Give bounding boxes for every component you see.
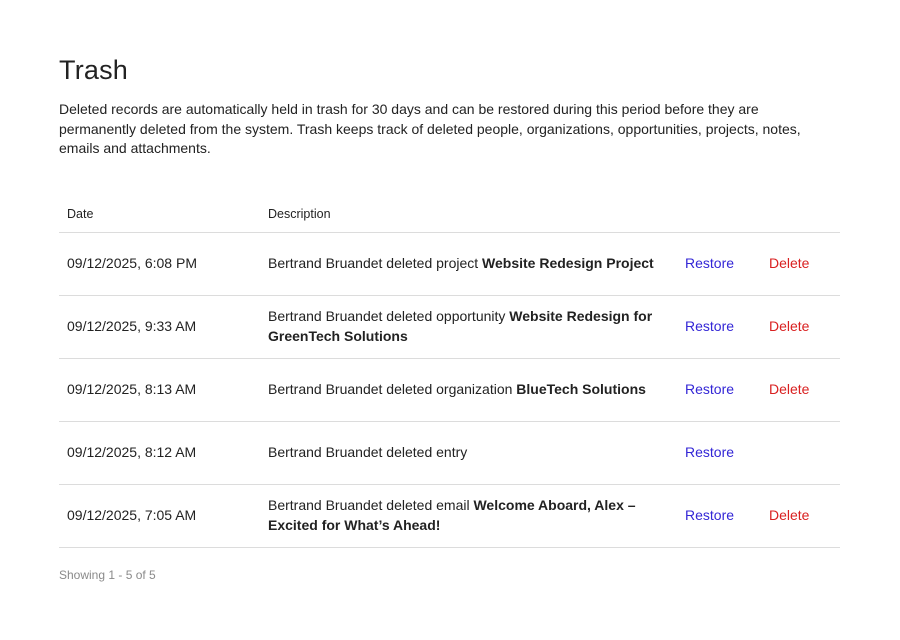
table-row <box>59 295 840 358</box>
deleted-item-name: Website Redesign Project <box>482 254 654 271</box>
deleted-item-name: Welcome Aboard, Alex – Excited for What’s Ahead! <box>268 497 636 533</box>
row-date: 09/12/2025, 9:33 AM <box>59 295 260 358</box>
table-row <box>59 421 840 484</box>
description-text: Bertrand Bruandet deleted project <box>268 254 483 271</box>
page-title: Trash <box>59 55 129 85</box>
column-header-date: Date <box>59 196 260 233</box>
restore-button[interactable]: Restore <box>685 317 735 334</box>
row-date: 09/12/2025, 7:05 AM <box>59 484 260 547</box>
row-date: 09/12/2025, 8:13 AM <box>59 358 260 421</box>
page-description: Deleted records are automatically held in trash for 30 days and can be restored during this period before they are permanently deleted from the system. Trash keeps track of deleted people, organizations, opportunities, projects, notes, emails and attachments. <box>59 101 801 156</box>
column-header-description: Description <box>260 196 677 233</box>
delete-button[interactable]: Delete <box>769 317 810 334</box>
delete-button[interactable]: Delete <box>769 506 810 523</box>
deleted-item-name: Website Redesign for GreenTech Solutions <box>268 308 653 344</box>
row-description <box>260 421 677 484</box>
table-header-row <box>59 196 840 233</box>
row-description <box>260 295 677 358</box>
description-text: Bertrand Bruandet deleted email <box>268 497 474 513</box>
row-date: 09/12/2025, 8:12 AM <box>59 421 260 484</box>
restore-button[interactable]: Restore <box>685 443 735 460</box>
trash-table <box>59 196 840 548</box>
pagination-status: Showing 1 - 5 of 5 <box>59 567 156 582</box>
delete-button[interactable]: Delete <box>769 254 810 271</box>
empty-action-cell <box>761 421 840 484</box>
deleted-item-name: BlueTech Solutions <box>516 380 646 397</box>
restore-button[interactable]: Restore <box>685 380 735 397</box>
description-text: Bertrand Bruandet deleted organization <box>268 380 517 397</box>
description-text: Bertrand Bruandet deleted opportunity <box>268 308 510 324</box>
column-header-restore <box>677 196 761 233</box>
delete-button[interactable]: Delete <box>769 380 810 397</box>
table-row <box>59 358 840 421</box>
table-row <box>59 232 840 295</box>
description-text: Bertrand Bruandet deleted entry <box>268 443 468 460</box>
row-date: 09/12/2025, 6:08 PM <box>59 232 260 295</box>
column-header-delete <box>761 196 840 233</box>
row-description <box>260 484 677 547</box>
restore-button[interactable]: Restore <box>685 254 735 271</box>
restore-button[interactable]: Restore <box>685 506 735 523</box>
table-row <box>59 484 840 547</box>
row-description <box>260 358 677 421</box>
row-description <box>260 232 677 295</box>
